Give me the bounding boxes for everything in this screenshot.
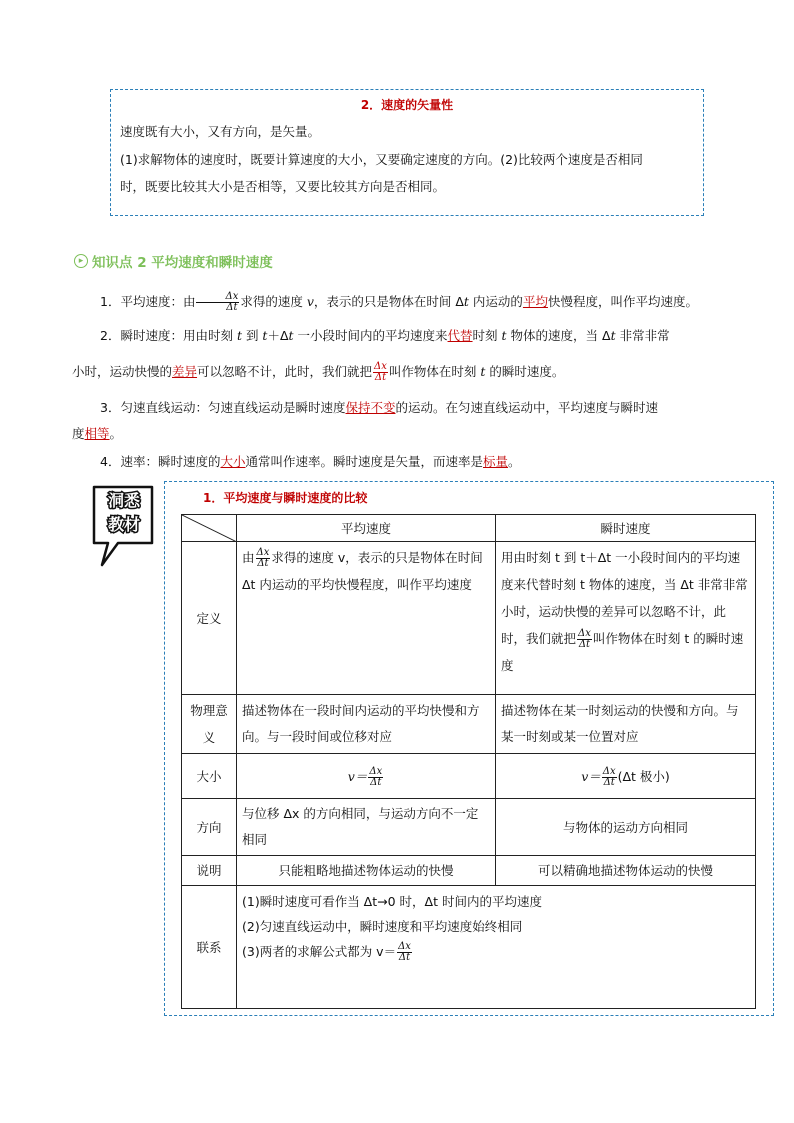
fraction-numerator: Δx (398, 941, 411, 952)
fraction-numerator: Δx (196, 292, 239, 303)
cell-def-instantaneous (496, 542, 756, 695)
relation-line-3 (242, 939, 750, 964)
badge-line-1: 洞悉 (107, 491, 140, 510)
text-span: 3．匀速直线运动：匀速直线运动是瞬时速度 (100, 400, 346, 415)
fraction-denominator: Δt (370, 776, 382, 788)
cell-meaning-instantaneous: 描述物体在某一时刻运动的快慢和方向。与某一时刻或某一位置对应 (496, 695, 756, 754)
row-label-relation: 联系 (182, 886, 237, 1009)
fraction-dx-dt (256, 548, 271, 569)
table-row (182, 542, 756, 695)
symbol-t: t (501, 328, 507, 343)
text-span: 物体的速度，当 Δ (506, 328, 611, 343)
knowledge-point-title: 知识点 2 平均速度和瞬时速度 (92, 255, 273, 271)
fraction-dx-dt (196, 292, 239, 313)
cell-def-average (237, 542, 496, 695)
text-span: ，表示的只是物体在时间 Δ (313, 294, 464, 309)
text-span: 一小段时间内的平均速度来 (293, 328, 448, 343)
symbol-v: v (306, 294, 314, 309)
text-span: 的运动。在匀速直线运动中，平均速度与瞬时速 (395, 400, 658, 415)
fraction-dx-dt (577, 629, 592, 650)
text-span: 。 (109, 426, 123, 441)
text-span: (3)两者的求解公式都为 v＝ (242, 944, 397, 959)
text-span: 通常叫作速率。瞬时速度是矢量，而速率是 (245, 454, 483, 469)
text-span: 度 (72, 426, 85, 441)
cell-meaning-average: 描述物体在一段时间内运动的平均快慢和方向。与一段时间或位移对应 (237, 695, 496, 754)
text-span: 小时，运动快慢的 (72, 364, 173, 379)
fraction-denominator: Δt (257, 558, 269, 569)
cell-note-instantaneous: 可以精确地描述物体运动的快慢 (496, 856, 756, 886)
answer-difference: 差异 (172, 364, 198, 379)
text-span: 2．瞬时速度：用由时刻 (100, 328, 237, 343)
fraction-numerator: Δx (369, 765, 383, 777)
header-instantaneous-velocity: 瞬时速度 (496, 515, 756, 542)
table-row (182, 886, 756, 1009)
fraction-denominator: Δt (226, 302, 238, 313)
table-row (182, 799, 756, 856)
cell-note-average: 只能粗略地描述物体运动的快慢 (237, 856, 496, 886)
text-span: 。 (508, 454, 521, 469)
vector-property-line-2: (1)求解物体的速度时，既要计算速度的大小，又要确定速度的方向。(2)比较两个速度是否相同 (120, 152, 643, 167)
answer-magnitude: 大小 (220, 454, 246, 469)
symbol-t: t (480, 364, 486, 379)
cell-direction-average: 与位移 Δx 的方向相同，与运动方向不一定相同 (237, 799, 496, 856)
fraction-numerator: Δx (578, 628, 591, 639)
answer-scalar: 标量 (483, 454, 509, 469)
answer-average: 平均 (522, 294, 548, 309)
play-circle-icon: ▸ (74, 254, 88, 268)
text-span: 快慢程度，叫作平均速度。 (547, 294, 698, 309)
item-uniform-motion-cont (72, 421, 754, 447)
symbol-t: t (610, 328, 616, 343)
fraction-numerator: Δx (374, 361, 387, 372)
symbol-t: t (288, 328, 294, 343)
fraction-numerator: Δx (256, 547, 270, 558)
vector-property-line-3: 时，既要比较其大小是否相等，又要比较其方向是否相同。 (120, 179, 446, 194)
fraction-numerator: Δx (602, 765, 616, 777)
fraction-dx-dt (397, 942, 412, 963)
header-average-velocity: 平均速度 (237, 515, 496, 542)
badge-line-2: 教材 (107, 515, 140, 534)
fraction-denominator: Δt (578, 639, 591, 650)
item-uniform-motion (72, 395, 754, 421)
cell-relation (237, 886, 756, 1009)
formula-v-equals: v＝ (581, 768, 601, 784)
answer-replace: 代替 (447, 328, 473, 343)
text-span: 4．速率：瞬时速度的 (100, 454, 221, 469)
comparison-title: 1．平均速度与瞬时速度的比较 (203, 491, 368, 505)
answer-equal: 相等 (84, 426, 110, 441)
table-row (182, 856, 756, 886)
table-row (182, 754, 756, 799)
row-label-definition: 定义 (182, 542, 237, 695)
insight-textbook-badge (88, 483, 158, 573)
text-span: 叫作物体在时刻 (388, 364, 481, 379)
text-span: 由 (242, 550, 255, 565)
diagonal-line (182, 515, 237, 542)
fraction-dx-dt-red (373, 362, 388, 383)
row-label-magnitude: 大小 (182, 754, 237, 799)
comparison-table (181, 514, 756, 1009)
text-span: 用由时刻 t 到 t＋Δt 一小段时间内的平均速度来代替时刻 t 物体的速度，当 Δt 非常非常小时，运动快慢的差异可以忽略不计，此时，我们就把 (501, 550, 748, 646)
text-span: 到 (241, 328, 263, 343)
item-speed (72, 449, 754, 475)
fraction-denominator: Δt (398, 952, 411, 963)
symbol-t: t (463, 294, 469, 309)
relation-line-1: (1)瞬时速度可看作当 Δt→0 时，Δt 时间内的平均速度 (242, 894, 542, 909)
cell-size-instantaneous (496, 754, 756, 799)
relation-line-2: (2)匀速直线运动中，瞬时速度和平均速度始终相同 (242, 919, 523, 934)
row-label-direction: 方向 (182, 799, 237, 856)
answer-constant: 保持不变 (345, 400, 396, 415)
row-label-physical-meaning: 物理意义 (182, 695, 237, 754)
cell-size-average (237, 754, 496, 799)
fraction-dx-dt (368, 767, 383, 788)
fraction-denominator: Δt (374, 372, 387, 383)
cell-direction-instantaneous: 与物体的运动方向相同 (496, 799, 756, 856)
text-span: 1．平均速度：由 (100, 294, 196, 309)
symbol-t: t (236, 328, 242, 343)
text-span: 求得的速度 (240, 294, 307, 309)
text-span: 的瞬时速度。 (485, 364, 565, 379)
row-label-explanation: 说明 (182, 856, 237, 886)
badge-text (96, 489, 152, 537)
text-span: 可以忽略不计，此时，我们就把 (197, 364, 373, 379)
text-span: 叫作物体在时刻 t 的瞬时速度 (501, 631, 744, 673)
table-row (182, 695, 756, 754)
vector-property-title: 2．速度的矢量性 (360, 98, 454, 112)
text-span: 内运动的 (468, 294, 523, 309)
text-span: ＋Δ (267, 328, 289, 343)
fraction-dx-dt (602, 767, 617, 788)
table-corner-cell (182, 515, 237, 542)
vector-property-box (110, 89, 704, 216)
item-instantaneous-velocity-cont (72, 359, 754, 385)
text-span: (Δt 极小) (617, 768, 670, 784)
vector-property-line-1: 速度既有大小，又有方向，是矢量。 (120, 124, 321, 139)
text-span: 时刻 (472, 328, 502, 343)
symbol-t: t (262, 328, 268, 343)
fraction-denominator: Δt (603, 776, 615, 788)
text-span: 求得的速度 v，表示的只是物体在时间 Δt 内运动的平均快慢程度，叫作平均速度 (242, 550, 483, 592)
formula-v-equals: v＝ (347, 768, 368, 784)
item-average-velocity (72, 289, 754, 315)
item-instantaneous-velocity (72, 323, 754, 349)
text-span: 非常非常 (615, 328, 670, 343)
knowledge-point-heading (74, 251, 273, 271)
